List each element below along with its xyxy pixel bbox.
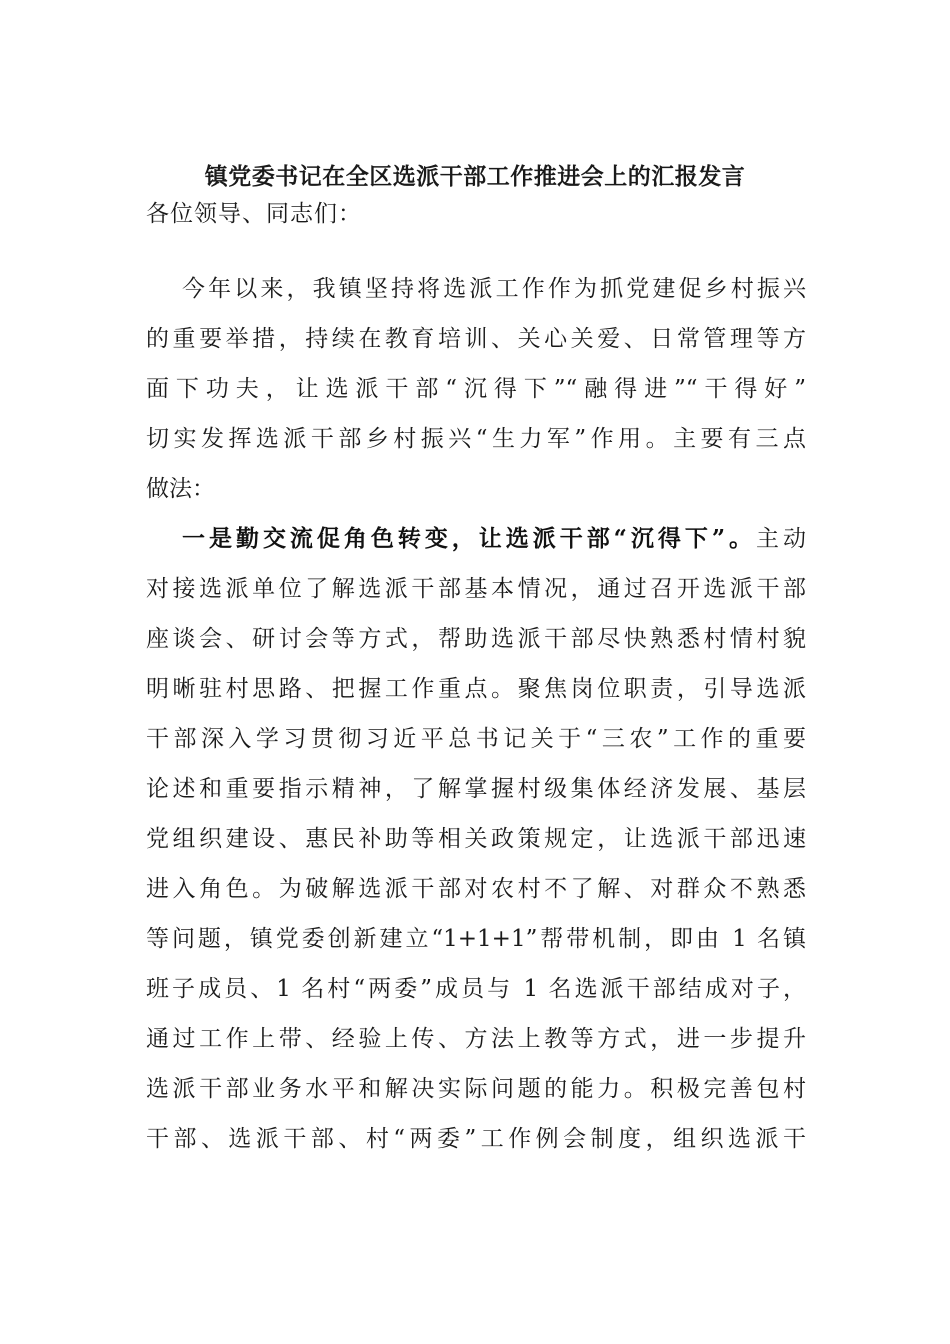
section-1-first-line bbox=[146, 514, 806, 564]
section-1-first-line-rest: 主动 bbox=[756, 526, 806, 552]
section-1-line-11: 通过工作上带、经验上传、方法上教等方式，进一步提升 bbox=[146, 1026, 806, 1052]
intro-line-3: 面下功夫，让选派干部“沉得下”“融得进”“干得好” bbox=[146, 376, 806, 402]
section-1-line-3: 座谈会、研讨会等方式，帮助选派干部尽快熟悉村情村貌 bbox=[146, 626, 806, 652]
section-1-line-6: 论述和重要指示精神，了解掌握村级集体经济发展、基层 bbox=[146, 776, 806, 802]
section-1-paragraph bbox=[146, 514, 806, 1164]
salutation: 各位领导、同志们： bbox=[146, 201, 362, 227]
section-1-line-7: 党组织建设、惠民补助等相关政策规定，让选派干部迅速 bbox=[146, 826, 806, 852]
intro-line-4: 切实发挥选派干部乡村振兴“生力军”作用。主要有三点 bbox=[146, 426, 806, 452]
intro-line-5: 做法： bbox=[146, 476, 215, 502]
section-1-line-9: 等问题，镇党委创新建立“1+1+1”帮带机制，即由 1 名镇 bbox=[146, 926, 806, 952]
section-1-line-8: 进入角色。为破解选派干部对农村不了解、对群众不熟悉 bbox=[146, 876, 806, 902]
intro-line-2: 的重要举措，持续在教育培训、关心关爱、日常管理等方 bbox=[146, 326, 806, 352]
section-1-line-12: 选派干部业务水平和解决实际问题的能力。积极完善包村 bbox=[146, 1076, 806, 1102]
section-1-line-5: 干部深入学习贯彻习近平总书记关于“三农”工作的重要 bbox=[146, 726, 806, 752]
section-1-line-2: 对接选派单位了解选派干部基本情况，通过召开选派干部 bbox=[146, 576, 806, 602]
intro-paragraph bbox=[146, 264, 806, 514]
intro-line-1: 今年以来，我镇坚持将选派工作作为抓党建促乡村振兴 bbox=[182, 276, 806, 302]
section-1-heading: 一是勤交流促角色转变，让选派干部“沉得下”。 bbox=[182, 525, 757, 552]
section-1-line-10: 班子成员、1 名村“两委”成员与 1 名选派干部结成对子， bbox=[146, 976, 806, 1002]
section-1-line-13: 干部、选派干部、村“两委”工作例会制度，组织选派干 bbox=[146, 1126, 806, 1152]
document-title: 镇党委书记在全区选派干部工作推进会上的汇报发言 bbox=[204, 163, 746, 190]
section-1-line-4: 明晰驻村思路、把握工作重点。聚焦岗位职责，引导选派 bbox=[146, 676, 806, 702]
